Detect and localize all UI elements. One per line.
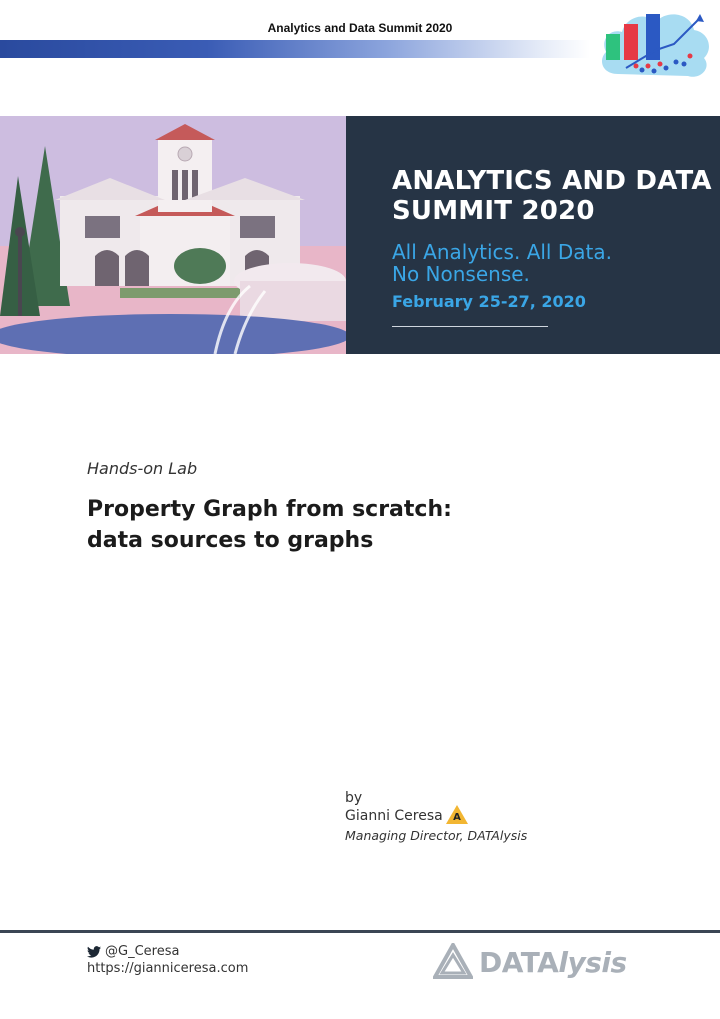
author-role: Managing Director, DATAlysis (345, 828, 528, 843)
document-title-line: Property Graph from scratch: (87, 497, 452, 522)
datalysis-logo-text (479, 946, 627, 979)
banner-title (392, 166, 712, 226)
document-title-line: data sources to graphs (87, 528, 374, 553)
document-title (87, 494, 647, 556)
author-name: Gianni Ceresa (345, 808, 443, 824)
twitter-handle[interactable]: @G_Ceresa (105, 944, 180, 959)
banner-title-line: SUMMIT 2020 (392, 196, 595, 226)
twitter-bird-icon (87, 946, 101, 958)
logo-text-italic: lysis (558, 945, 627, 979)
document-header-title: Analytics and Data Summit 2020 (267, 21, 453, 35)
banner-tagline: No Nonsense. (392, 262, 530, 286)
ace-badge-letter: A (453, 812, 461, 823)
event-banner (0, 116, 720, 354)
banner-tagline: All Analytics. All Data. (392, 240, 612, 264)
website-link[interactable]: https://gianniceresa.com (87, 961, 249, 976)
by-label: by (345, 790, 363, 806)
logo-text-regular: DATA (479, 945, 559, 979)
banner-dates: February 25-27, 2020 (392, 292, 586, 311)
datalysis-logo (433, 942, 627, 982)
twitter-contact (87, 944, 179, 959)
footer-divider (0, 930, 720, 933)
cloud-chart-logo-icon (596, 4, 714, 84)
banner-title-line: ANALYTICS AND DATA (392, 166, 712, 196)
header-gradient-bar (0, 40, 590, 58)
datalysis-logo-icon (433, 943, 473, 981)
banner-text-panel (346, 116, 720, 354)
campus-photo (0, 116, 346, 354)
banner-divider (392, 326, 548, 327)
lab-type-label: Hands-on Lab (87, 459, 198, 478)
oracle-ace-badge-icon (445, 804, 469, 826)
